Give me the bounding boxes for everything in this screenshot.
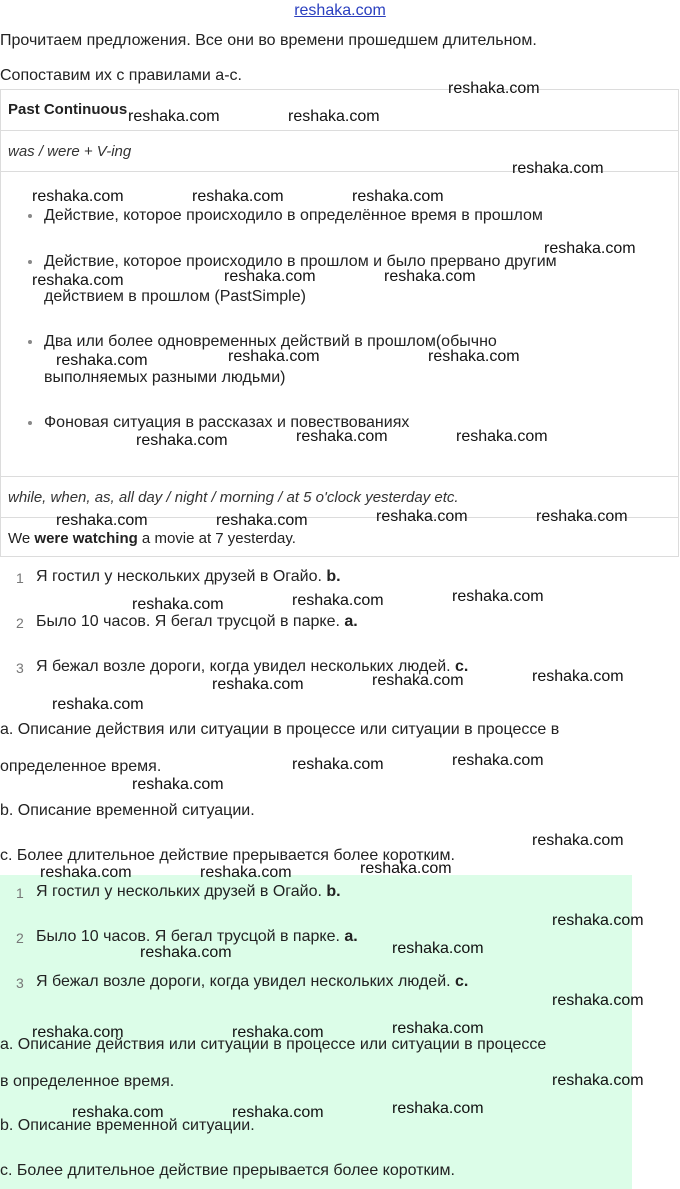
watermark: reshaka.com [552, 992, 644, 1009]
watermark: reshaka.com [536, 508, 628, 525]
watermark: reshaka.com [216, 512, 308, 529]
watermark: reshaka.com [376, 508, 468, 525]
watermark: reshaka.com [352, 188, 444, 205]
use-3-line-1: Два или более одновременных действий в прошлом(обычно [44, 333, 497, 350]
example-bold: were watching [34, 530, 138, 547]
watermark: reshaka.com [56, 512, 148, 529]
watermark: reshaka.com [448, 80, 540, 97]
use-2-line-1: Действие, которое происходило в прошлом и было прервано другим [44, 253, 557, 270]
time-markers: while, when, as, all day / night / morning / at 5 o'clock yesterday etc. [8, 489, 459, 506]
use-4: Фоновая ситуация в рассказах и повествованиях [44, 414, 410, 431]
watermark: reshaka.com [452, 588, 544, 605]
item-answer: c. [455, 973, 469, 990]
bullet-icon [28, 421, 32, 425]
watermark: reshaka.com [392, 940, 484, 957]
watermark: reshaka.com [128, 108, 220, 125]
watermark: reshaka.com [40, 864, 132, 881]
watermark: reshaka.com [512, 160, 604, 177]
use-3-line-2: выполняемых разными людьми) [44, 369, 286, 386]
watermark: reshaka.com [228, 348, 320, 365]
bullet-icon [28, 214, 32, 218]
answer-rule-b: b. Описание временной ситуации. [0, 1117, 255, 1134]
watermark: reshaka.com [372, 672, 464, 689]
item-text: Я бежал возле дороги, когда увидел нескольких людей. [36, 973, 456, 990]
watermark: reshaka.com [192, 188, 284, 205]
watermark: reshaka.com [136, 432, 228, 449]
watermark: reshaka.com [132, 776, 224, 793]
watermark: reshaka.com [456, 428, 548, 445]
answer-rule-a-line-2: в определенное время. [0, 1073, 175, 1090]
item-text: Я гостил у нескольких друзей в Огайо. [36, 883, 327, 900]
watermark: reshaka.com [140, 944, 232, 961]
rule-c: c. Более длительное действие прерывается более коротким. [0, 847, 455, 864]
item-answer: a. [344, 613, 358, 630]
watermark: reshaka.com [288, 108, 380, 125]
watermark: reshaka.com [200, 864, 292, 881]
watermark: reshaka.com [52, 696, 144, 713]
watermark: reshaka.com [360, 860, 452, 877]
item-number: 2 [16, 615, 24, 631]
watermark: reshaka.com [532, 668, 624, 685]
watermark: reshaka.com [224, 268, 316, 285]
intro-line-1: Прочитаем предложения. Все они во времени прошедшем длительном. [0, 32, 537, 49]
item-text: Было 10 часов. Я бегал трусцой в парке. [36, 613, 345, 630]
item-answer: a. [344, 928, 358, 945]
item-2 [36, 613, 358, 631]
answer-rule-c: c. Более длительное действие прерывается более коротким. [0, 1162, 455, 1179]
example-post: a movie at 7 yesterday. [137, 530, 296, 547]
table-divider [0, 130, 679, 131]
watermark: reshaka.com [532, 832, 624, 849]
watermark: reshaka.com [296, 428, 388, 445]
watermark: reshaka.com [552, 1072, 644, 1089]
watermark: reshaka.com [392, 1020, 484, 1037]
item-text: Было 10 часов. Я бегал трусцой в парке. [36, 928, 345, 945]
watermark: reshaka.com [32, 1024, 124, 1041]
watermark: reshaka.com [428, 348, 520, 365]
watermark: reshaka.com [32, 272, 124, 289]
example-sentence [8, 530, 296, 547]
item-text: Я бежал возле дороги, когда увидел нескольких людей. [36, 658, 456, 675]
item-answer: b. [326, 883, 341, 900]
watermark: reshaka.com [72, 1104, 164, 1121]
use-1: Действие, которое происходило в определённое время в прошлом [44, 207, 543, 224]
use-2-line-2: действием в прошлом (PastSimple) [44, 288, 306, 305]
rule-b: b. Описание временной ситуации. [0, 802, 255, 819]
watermark: reshaka.com [56, 352, 148, 369]
example-pre: We [8, 530, 35, 547]
watermark: reshaka.com [384, 268, 476, 285]
watermark: reshaka.com [32, 188, 124, 205]
answer-item-1 [36, 883, 341, 901]
item-number: 1 [16, 570, 24, 586]
item-answer: b. [326, 568, 341, 585]
watermark: reshaka.com [132, 596, 224, 613]
bullet-icon [28, 340, 32, 344]
rule-a-line-1: a. Описание действия или ситуации в процессе или ситуации в процессе в [0, 721, 560, 738]
watermark: reshaka.com [452, 752, 544, 769]
watermark: reshaka.com [232, 1024, 324, 1041]
item-text: Я гостил у нескольких друзей в Огайо. [36, 568, 327, 585]
watermark: reshaka.com [212, 676, 304, 693]
watermark: reshaka.com [232, 1104, 324, 1121]
answer-item-3 [36, 973, 468, 991]
table-divider [0, 476, 679, 477]
table-formula: was / were + V-ing [8, 143, 132, 160]
answer-rule-a-line-1: a. Описание действия или ситуации в процессе или ситуации в процессе [0, 1036, 547, 1053]
rule-a-line-2: определенное время. [0, 758, 162, 775]
item-number: 1 [16, 885, 24, 901]
bullet-icon [28, 260, 32, 264]
watermark: reshaka.com [392, 1100, 484, 1117]
site-link[interactable]: reshaka.com [294, 2, 386, 19]
watermark: reshaka.com [552, 912, 644, 929]
watermark: reshaka.com [544, 240, 636, 257]
item-answer: c. [455, 658, 469, 675]
intro-line-2: Сопоставим их с правилами а-с. [0, 67, 242, 84]
watermark: reshaka.com [292, 592, 384, 609]
watermark: reshaka.com [292, 756, 384, 773]
item-number: 2 [16, 930, 24, 946]
item-number: 3 [16, 975, 24, 991]
item-number: 3 [16, 660, 24, 676]
table-header: Past Continuous [8, 101, 128, 118]
item-1 [36, 568, 341, 586]
